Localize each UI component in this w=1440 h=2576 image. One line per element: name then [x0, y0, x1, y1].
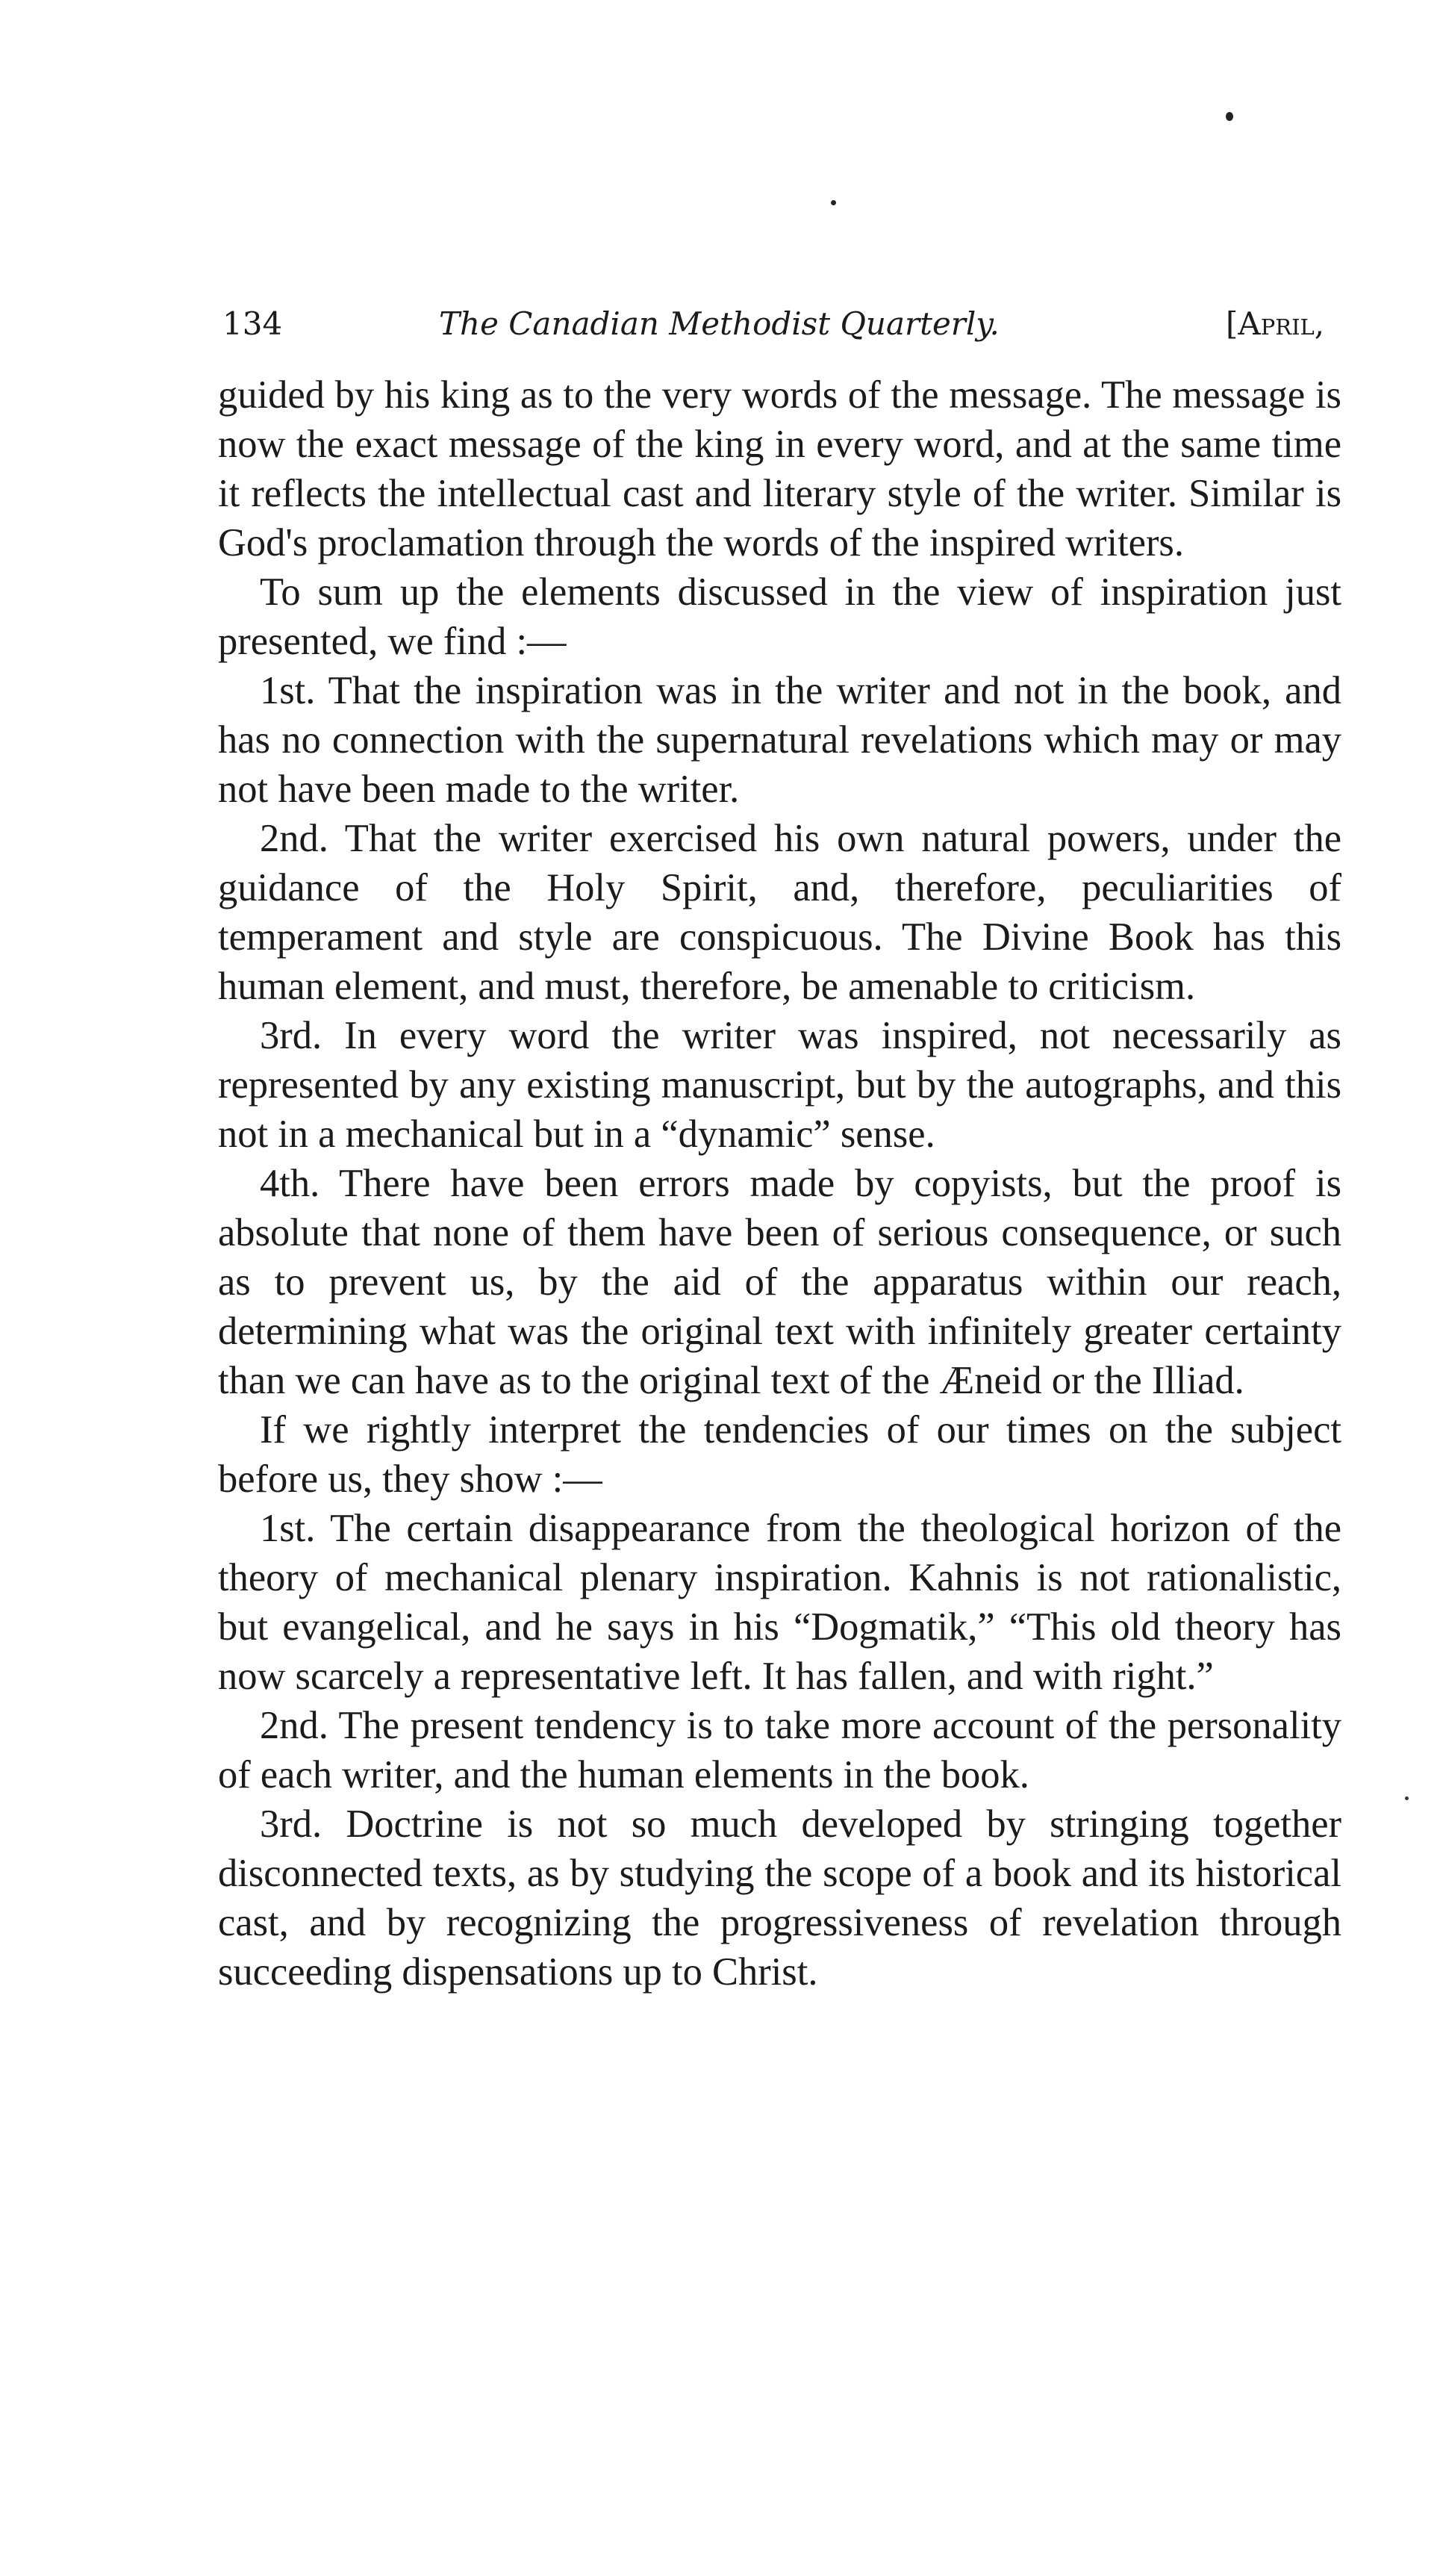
paragraph-point-4: 4th. There have been errors made by copyists, but the proof is absolute that none of them have been of serious consequence, or such as to prevent us, by the aid of the apparatus within our reach, determining what was the original text with infinitely greater certainty than we can have as to the original text of the Æneid or the Illiad.: [218, 1162, 1341, 1402]
paragraph-point-2: 2nd. That the writer exercised his own natural powers, under the guidance of the Holy Spirit, and, therefore, peculiarities of temperament and style are conspicuous. The Divine Book has this human element, and must, therefore, be amenable to criticism.: [218, 817, 1341, 1008]
paragraph-tendency-1: 1st. The certain disappearance from the theological horizon of the theory of mechanical plenary inspiration. Kahnis is not rationalistic, but evangelical, and he says in his “Dogmatik,” “This old theory has now scarcely a representative left. It has fallen, and with right.”: [218, 1507, 1341, 1698]
paragraph-tendency-3: 3rd. Doctrine is not so much developed by stringing together disconnected texts, as by studying the scope of a book and its historical cast, and by recognizing the progressiveness of revelation through succeeding dispensations up to Christ.: [218, 1802, 1341, 1994]
ink-speck: [831, 200, 836, 205]
paragraph: To sum up the elements discussed in the view of inspiration just presented, we find :—: [218, 570, 1341, 663]
paragraph-tendency-2: 2nd. The present tendency is to take more account of the personality of each writer, and the human elements in the book.: [218, 1704, 1341, 1796]
page-number: 134: [222, 305, 283, 342]
journal-title: The Canadian Methodist Quarterly.: [439, 305, 1000, 342]
paragraph-point-1: 1st. That the inspiration was in the writer and not in the book, and has no connection with the supernatural revelations which may or may not have been made to the writer.: [218, 669, 1341, 811]
body-text: [218, 370, 1341, 1997]
paragraph-continuation: guided by his king as to the very words of the message. The message is now the exact message of the king in every word, and at the same time it reflects the intellectual cast and literary style of the writer. Similar is God's proclamation through the words of the inspired writers.: [218, 373, 1341, 564]
margin-mark: [1405, 1796, 1409, 1800]
paragraph-point-3: 3rd. In every word the writer was inspired, not necessarily as represented by any existing manuscript, but by the autographs, and this not in a mechanical but in a “dynamic” sense.: [218, 1014, 1341, 1156]
running-head-month: [April,: [1226, 305, 1325, 342]
paragraph: If we rightly interpret the tendencies of our times on the subject before us, they show :—: [218, 1408, 1341, 1501]
running-header: [222, 297, 1342, 351]
ink-speck: [1226, 112, 1233, 121]
